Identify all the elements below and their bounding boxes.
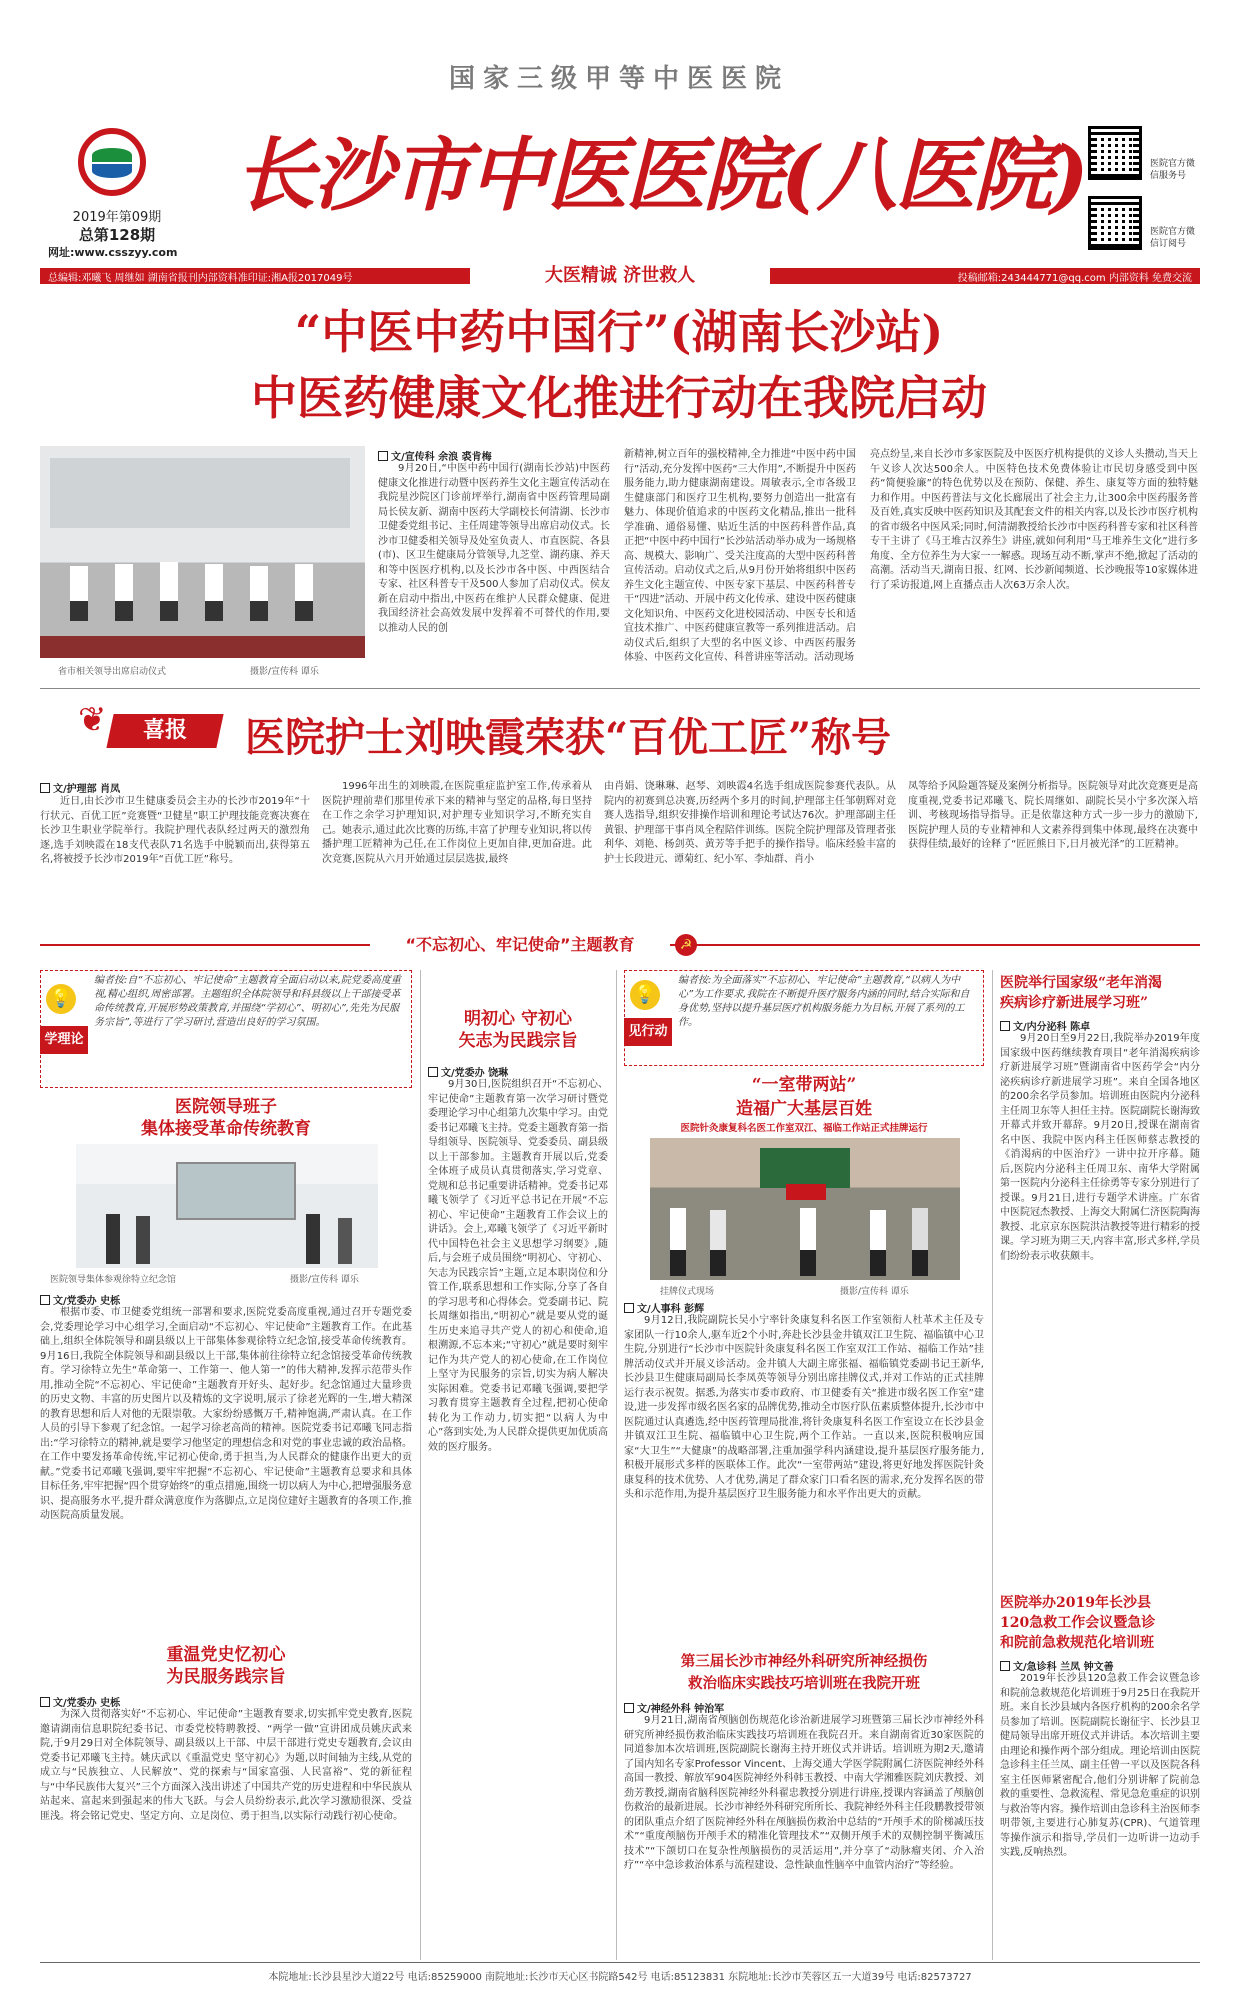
article-g-title2: 120急救工作会议暨急诊 <box>1000 1615 1156 1631</box>
qr2-label: 医院官方微信订阅号 <box>1150 227 1196 249</box>
theme-banner-text: “不忘初心、牢记使命”主题教育 <box>405 935 635 954</box>
article-e-byline: 文/神经外科 钟治军 <box>624 1700 724 1715</box>
info-bar-left: 总编辑:邓曦飞 周继如 湖南省报刊内部资料准印证:湘A报2017049号 <box>48 273 353 284</box>
section2-col4: 凤等给予风险题答疑及案例分析指导。医院领导对此次竞赛更是高度重视,党委书记邓曦飞、院长周继如、副院长吴小宁多次深入培训、考核现场指导指导。正是依靠这种方式一步一步力的激励下,医院护理人员的专业精神和人文素养得到集中体现,最终在决赛中获得佳绩,最好的诠释了“匠匠熊日下,日月被光泽”的工匠精神。 <box>908 781 1198 850</box>
article-a-title1: 医院领导班子 <box>175 1097 277 1117</box>
section2-title: 医院护士刘映霞荣获“百优工匠”称号 <box>245 714 892 761</box>
article-g-body: 2019年长沙县120急救工作会议暨急诊和院前急救规范化培训班于9月25日在我院开班。来自长沙县域内各医疗机构的200余名学员参加了培训。医院副院长谢征宇、长沙县卫健局领导出席开班仪式并讲话。本次培训主要由理论和操作两个部分组成。理论培训由医院急诊科主任兰凤、副主任曾一平以及医院各科室主任医师紧密配合,他们分别讲解了院前急救的重要性、急救流程、常见急危重症的识别与救治等内容。操作培训由急诊科主治医师李明带领,主要进行心肺复苏(CPR)、气道管理等操作演示和指导,学员们一边听讲一边动手实践,反响热烈。 <box>1000 1673 1200 1858</box>
article-f-byline: 文/内分泌科 陈卓 <box>1000 1018 1090 1033</box>
qr-code-subscribe <box>1088 196 1142 250</box>
article-e-body: 9月21日,湖南省颅脑创伤规范化诊治新进展学习班暨第三届长沙市神经外科研究所神经损伤救治临床实践技巧培训班在我院召开。来自湖南省近30家医院的同道参加本次培训班,医院副院长谢海主持开班仪式并讲话。培训班为期2天,邀请了国内知名专家Professor Vincent、上海交通大学医学院附属仁济医院神经外科高国一教授、解放军904医院神经外科韩玉教授、中南大学湘雅医院刘庆教授、刘劲芳教授,湖南省脑科医院神经外科翟忠教授分别进行讲座,授课内容涵盖了颅脑创伤救治的最新进展。长沙市神经外科研究所所长、我院神经外科主任段鹏教授带领的团队重点介绍了医院神经外科在颅脑损伤救治中总结的“开颅手术的阶梯减压技术”“重度颅脑伤开颅手术的精准化管理技术”“双侧开颅手术的双侧控制平衡减压技术”“下颌切口在复杂性颅脑损伤的灵活运用”,并分享了“动脉瘤夹闭、介入治疗”“卒中急诊救治体系与流程建设、急性缺血性脑卒中血管内治疗”等经验。 <box>624 1715 984 1871</box>
good-news-tag <box>106 714 223 748</box>
article-b-title2: 为民服务践宗旨 <box>166 1667 286 1687</box>
section2-col1: 近日,由长沙市卫生健康委员会主办的长沙市2019年“十行状元、百优工匠”竞赛暨“卫健星”职工护理技能竞赛决赛在长沙卫生职业学院举行。我院护理代表队经过两天的激烈角逐,选手刘映霞在18支代表队71名选手中脱颖而出,获得第五名,将被授予长沙市2019年“百优工匠”称号。 <box>40 796 310 865</box>
lead-col3: 亮点纷呈,来自长沙市多家医院及中医医疗机构提供的义诊人头攒动,当天上午义诊人次达500余人。中医特色技术免费体验让市民切身感受到中医药“简便验廉”的特色优势以及在预防、保健、养生、康复等方面的独特魅力和作用。中医药普法与文化长廊展出了社会主力,让300余中医药服务普及百姓,真实反映中医药知识及其配套文件的相关内容,以及长沙市医疗机构的省市级名中医风采;同时,何清湖教授给长沙市中医药科普专家和社区科普专干主讲了《马王堆古汉养生》讲座,就如何利用“马王堆养生文化”进行多角度、全方位养生为大家一一解惑。现场互动不断,掌声不绝,掀起了活动的高潮。活动当天,湖南日报、红网、长沙新闻频道、长沙晚报等10家媒体进行了采访报道,网上直播点击人次63万余人次。 <box>870 449 1198 591</box>
issue-total: 总第128期 <box>78 226 156 244</box>
article-b-title1: 重温党史忆初心 <box>166 1645 286 1665</box>
article-d-body: 9月12日,我院副院长吴小宁率针灸康复科名医工作室领衔人杜革术主任及专家团队一行10余人,驱车近2个小时,奔赴长沙县金井镇双江卫生院、福临镇中心卫生院,分别进行“长沙市中医院针灸康复科名医工作室双江工作站、福临工作站”挂牌活动仪式并开展义诊活动。金井镇人大副主席张福、福临镇党委副书记王新华,长沙县卫生健康局副局长李凤英等领导分别出席挂牌仪式,并对工作站的正式挂牌运行表示祝贺。据悉,为落实市委市政府、市卫健委有关“推进市级名医工作室”建设,进一步发挥市级名医名家的品牌优势,推动全市医疗队伍素质整体提升,长沙市中医院通过认真遴选,经中医药管理局批准,将针灸康复科名医工作室设立在长沙县金井镇双江卫生院、福临镇中心卫生院,两个工作站。一直以来,医院积极响应国家“大卫生”“大健康”的战略部署,注重加强学科内涵建设,提升基层医疗服务能力,积极开展形式多样的医联体工作。此次“一室带两站”建设,将更好地发挥医院针灸康复科的技术优势、人才优势,满足了群众家门口看名医的需求,充分发挥名医的带头和示范作用,为提升基层医疗卫生服务能力和水平作出更大的贡献。 <box>624 1315 984 1500</box>
hospital-logo <box>78 128 146 196</box>
article-b-body: 为深入贯彻落实好“不忘初心、牢记使命”主题教育要求,切实抓牢党史教育,医院邀请湖南信息职院纪委书记、市委党校特聘教授、“两学一做”宣讲团成员姚庆武来院,于9月29日对全体院领导、副县级以上干部、中层干部进行党史专题教育,会议由党委书记邓曦飞主持。姚庆武以《重温党史 坚守初心》为题,以时间轴为主线,从党的成立与“民族独立、人民解放”、党的探索与“国家富强、人民富裕”、党的新征程与“中华民族伟大复兴”三个方面深入浅出讲述了中国共产党的历史进程和中华民族从站起来、富起来到强起来的伟大飞跃。与会人员纷纷表示,此次学习激励很深、受益匪浅。将会铭记党史、坚定方向、立足岗位、勇于担当,以实际行动践行初心使命。 <box>40 1709 412 1822</box>
bulb-icon-2: 💡 <box>630 980 660 1010</box>
learn-theory-tag: 学理论 <box>40 1026 88 1054</box>
article-a-photo <box>76 1144 378 1268</box>
qr1-label: 医院官方微信服务号 <box>1150 159 1196 181</box>
section2-col3: 由肖娟、饶琳琳、赵琴、刘映霞4名选手组成医院参赛代表队。从院内的初赛到总决赛,历经两个多月的时间,护理部主任邹朝辉对竞赛人选指导,组织安排操作培训和理论考试达76次。护理部副主任黄银、护理部干事肖凤全程陪伴训练。医院全院护理部及管理者张利华、刘艳、杨剑英、黄芳等手把手的操作指导。临床经验丰富的护士长段进元、谭菊红、纪小军、李灿群、肖小 <box>604 781 896 865</box>
article-g-title3: 和院前急救规范化培训班 <box>1000 1635 1154 1651</box>
ribbon-icon: ❦ <box>78 700 107 740</box>
editor-note-1: 编者按:自“不忘初心、牢记使命”主题教育全面启动以来,院党委高度重视,精心组织,周密部署。主题组织全体院领导和科县级以上干部接受革命传统教育,开展形势政策教育,并围绕“学初心”、明初心”,先先为民服务宗旨”,等进行了学习研讨,营造出良好的学习氛围。 <box>94 975 401 1028</box>
website: 网址:www.csszyy.com <box>48 246 178 259</box>
article-a-body: 根据市委、市卫健委党组统一部署和要求,医院党委高度重视,通过召开专题党委会,党委理论学习中心组学习,全面启动“不忘初心、牢记使命”主题教育工作。在此基础上,组织全体院领导和副县级以上干部集体参观徐特立纪念馆,接受革命传统教育。9月16日,我院全体院领导和副县级以上干部,集体前往徐特立纪念馆接受革命传统教育。学习徐特立先生“革命第一、工作第一、他人第一”的伟大精神,发挥示范带头作用,推动全院“不忘初心、牢记使命”主题教育开好头、起好步。纪念馆通过大量珍贵的历史文物、丰富的历史图片以及精炼的文字说明,展示了徐老光辉的一生,增大精深的教育思想和后人对他的无限崇敬。大家纷纷感慨万千,精神饱满,严肃认真。在工作人员的引导下参观了纪念馆。一起学习徐老高尚的精神。医院党委书记邓曦飞同志指出:“学习徐特立的精神,就是要学习他坚定的理想信念和对党的事业忠诚的政治品格。在工作中要发扬革命传统,牢记初心使命,勇于担当,为人民群众的健康作出更大的贡献。”党委书记邓曦飞强调,要牢牢把握“不忘初心、牢记使命”主题教育总要求和具体目标任务,牢牢把握“四个贯穿始终”的重点措施,围绕一切以病人为中心,把增强服务意识、提高服务水平,提升群众满意度作为落脚点,立足岗位建好主题教育的各项工作,推动医院高质量发展。 <box>40 1307 412 1521</box>
issue-year: 2019年第09期 <box>72 210 162 225</box>
headline-line1: “中医中药中国行”(湖南长沙站) <box>294 305 944 359</box>
article-c-title1: 明初心 守初心 <box>464 1009 572 1029</box>
article-a-caption: 医院领导集体参观徐特立纪念馆 <box>50 1275 177 1285</box>
headline-line2: 中医药健康文化推进行动在我院启动 <box>251 371 987 425</box>
footer-rule <box>40 1962 1200 1963</box>
party-emblem-icon: ☭ <box>675 934 697 956</box>
article-c-byline: 文/党委办 饶琳 <box>428 1064 508 1079</box>
article-c-title2: 矢志为民践宗旨 <box>458 1031 578 1051</box>
column-rule-3 <box>992 970 993 1960</box>
lead-photo-caption: 省市相关领导出席启动仪式 <box>58 667 167 677</box>
article-d-photo <box>650 1138 960 1280</box>
article-d-caption: 挂牌仪式现场 <box>660 1287 715 1297</box>
column-rule-2 <box>616 970 617 1960</box>
article-b-byline: 文/党委办 史栎 <box>40 1694 120 1709</box>
practice-tag: 见行动 <box>624 1018 672 1046</box>
section2-col2: 1996年出生的刘映霞,在医院重症监护室工作,传承着从医院护理前辈们那里传承下来的精神与坚定的品格,每日坚持在工作之余学习护理知识,对护理专业知识学习,不断充实自己。她表示,通过此次比赛的历练,丰富了护理专业知识,将以传播护理工匠精神为己任,在工作岗位上更加自律,更加奋进。此次竞赛,医院从六月开始通过层层选拔,最终 <box>322 781 592 865</box>
article-a-title2: 集体接受革命传统教育 <box>141 1119 311 1139</box>
theme-banner <box>40 928 1200 962</box>
editor-note-2: 编者按:为全面落实“不忘初心、牢记使命”主题教育,“以病人为中心”为工作要求,我院在不断提升医疗服务内涵的同时,结合实际和自身优势,坚持以提升基层医疗机构服务能力为目标,开展了系列的工作。 <box>678 975 970 1028</box>
lead-byline: 文/宣传科 余浪 裘肯梅 <box>378 448 492 463</box>
footer-text: 本院地址:长沙县星沙大道22号 电话:85259000 南院地址:长沙市天心区书院路542号 电话:85123831 东院地址:长沙市芙蓉区五一大道39号 电话:82573727 <box>268 1972 972 1983</box>
lead-photo <box>40 446 365 658</box>
article-f-body: 9月20日至9月22日,我院举办2019年度国家级中医药继续教育项目“老年消渴疾病诊疗新进展学习班”暨湖南省中医药学会“内分泌疾病诊疗新进展学习班”。来自全国各地区的200余名学员参加。培训班由医院内分泌科主任周卫东等人担任主持。医院副院长谢海致开幕式并致开幕辞。9月20日,授课在湖南省名中医、我院中医内科主任医师蔡志教授的《消渴病的中医治疗》一讲中拉开序幕。随后,医院内分泌科主任周卫东、南华大学附属第一医院内分泌科主任徐勇等专家分别进行了授课。9月21日,进行专题学术讲座。广东省中医院冠杰教授、上海交大附属仁济医院陶海教授、北京京东医院洪洁教授等进行精彩的授课。学习班为期三天,内容丰富,形式多样,学员们纷纷表示收获颇丰。 <box>1000 1033 1200 1262</box>
lead-photo-credit: 摄影/宣传科 谭乐 <box>250 667 319 677</box>
masthead-top-line: 国家三级甲等中医医院 <box>448 64 789 94</box>
good-news-label: 喜报 <box>142 718 187 743</box>
info-bar-right: 投稿邮箱:243444771@qq.com 内部资料 免费交流 <box>957 273 1192 284</box>
article-a-byline: 文/党委办 史栎 <box>40 1292 120 1307</box>
qr-code-service <box>1088 126 1142 180</box>
lead-col1: 9月20日,“中医中药中国行(湖南长沙站)中医药健康文化推进行动暨中医药养生文化主题宣传活动在我院星沙院区门诊前坪举行,湖南省中医药管理局副局长侯友新、湖南中医药大学副校长何清湖、长沙市卫健委党组书记、主任周建等领导出席启动仪式。长沙市卫健委相关领导及处室负责人、市直医院、各县(市)、区卫生健康局分管领导,九芝堂、湖药康、养天和等中医医疗机构,以及长沙市各中医、中西医结合专家、社区科普专干及500人参加了启动仪式。侯友新在启动中指出,中医药在维护人民群众健康、促进我国经济社会高效发展中发挥着不可替代的作用,要以推动人民的创 <box>378 463 610 634</box>
article-e-title2: 救治临床实践技巧培训班在我院开班 <box>688 1675 920 1692</box>
masthead-title: 长沙市中医医院(八医院) <box>235 128 1087 222</box>
article-g-title1: 医院举办2019年长沙县 <box>1000 1595 1151 1611</box>
article-f-title1: 医院举行国家级“老年消渴 <box>1000 975 1163 991</box>
lead-col2: 新精神,树立百年的强校精神,全力推进“中医中药中国行”活动,充分发挥中医药“三大作用”,不断提升中医药服务能力,助力健康湖南建设。周敏表示,全市各级卫生健康部门和医疗卫生机构,要努力创造出一批富有魅力、体现价值追求的中医药文化精品,推出一批科学准确、通俗易懂、贴近生活的中医药科普作品,真正把“中医中药中国行”长沙站活动举办成为一场规格高、规模大、影响广、受关注度高的大型中医药科普宣传活动。启动仪式之后,从9月份开始将组织中医药养生文化主题宣传、中医专家下基层、中医药科普专干“四进”活动、开展中药文化传承、建设中医药健康文化知识角、中医药文化进校园活动、中医专长和适宜技术推广、中医药健康宣教等一系列推进活动。启动仪式后,组织了大型的名中医义诊、中西医药服务体验、中医药文化宣传、科普讲座等活动。活动现场 <box>624 449 856 663</box>
article-d-byline: 文/人事科 彭辉 <box>624 1300 704 1315</box>
article-a-credit: 摄影/宣传科 谭乐 <box>290 1275 359 1285</box>
slogan: 大医精诚 济世救人 <box>470 262 770 290</box>
section2-byline: 文/护理部 肖凤 <box>40 780 120 795</box>
article-d-title2: 造福广大基层百姓 <box>736 1099 872 1119</box>
article-d-subtitle: 医院针灸康复科名医工作室双江、福临工作站正式挂牌运行 <box>680 1123 928 1134</box>
bulb-icon: 💡 <box>46 984 76 1014</box>
theme-banner-box <box>370 930 670 960</box>
article-e-title1: 第三届长沙市神经外科研究所神经损伤 <box>680 1653 928 1670</box>
article-f-title2: 疾病诊疗新进展学习班” <box>1000 995 1149 1011</box>
article-d-credit: 摄影/宣传科 谭乐 <box>840 1287 909 1297</box>
article-g-byline: 文/急诊科 兰凤 钟文善 <box>1000 1658 1114 1673</box>
article-c-body: 9月30日,医院组织召开“不忘初心、牢记使命”主题教育第一次学习研讨暨党委理论学习中心组第九次集中学习。由党委书记邓曦飞主持。党委主题教育第一指导组领导、医院领导、党委委员、副县级以上干部参加。主题教育开展以后,党委全体班子成员认真贯彻落实,学习党章、党规和总书记重要讲话精神。党委书记邓曦飞领学了《习近平总书记在开展“不忘初心、牢记使命”主题教育工作会议上的讲话》。会上,邓曦飞领学了《习近平新时代中国特色社会主义思想学习纲要》,随后,与会班子成员围绕“明初心、守初心、矢志为民践宗旨”主题,立足本职岗位和分管工作,联系思想和工作实际,分享了各自的学习思考和心得体会。党委副书记、院长周继如指出,“明初心”就是要从党的诞生历史来追寻共产党人的初心和使命,追根溯源,不忘本来;“守初心”就是要时刻牢记作为共产党人的初心使命,在工作岗位上坚守为民服务的宗旨,切实为病人解决实际困难。党委书记邓曦飞强调,要把学习教育贯穿主题教育全过程,把初心使命转化为工作动力,切实把“以病人为中心”落到实处,为人民群众提供更加优质高效的医疗服务。 <box>428 1079 608 1453</box>
divider <box>40 688 1200 689</box>
column-rule-1 <box>420 970 421 1960</box>
article-d-title1: “一室带两站” <box>751 1075 857 1095</box>
